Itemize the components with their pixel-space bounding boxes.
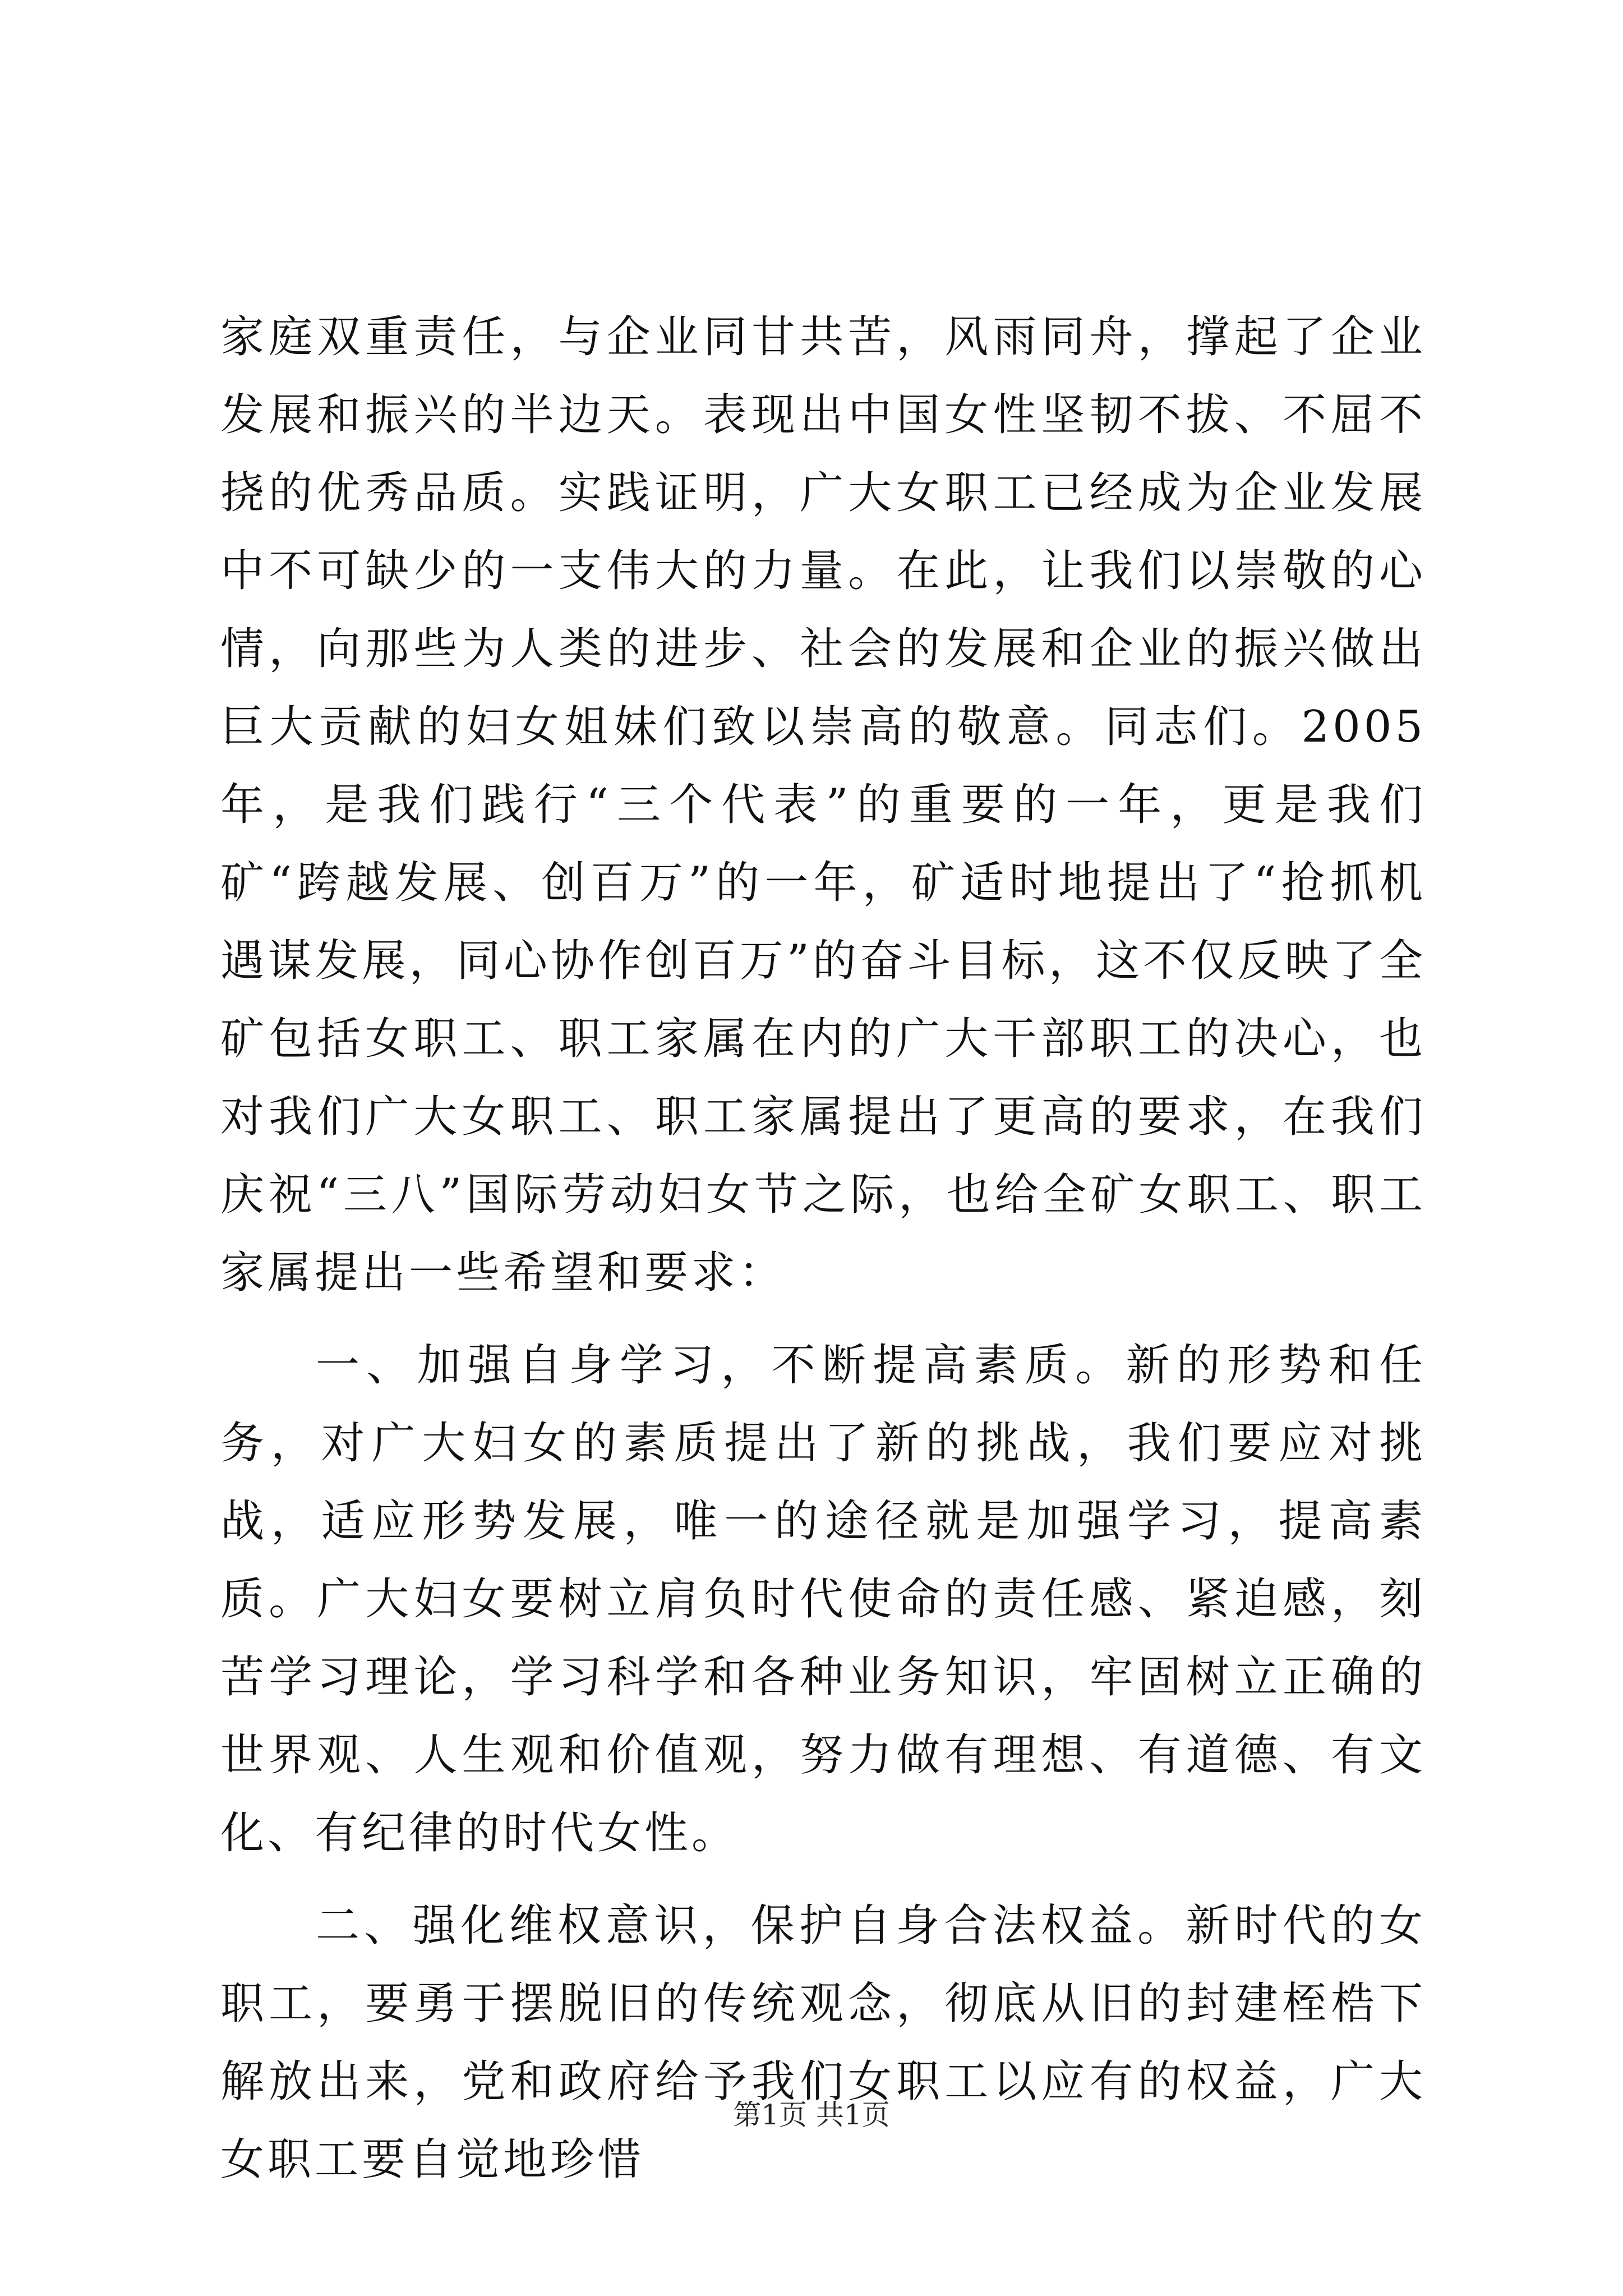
page-footer: 第1页 共1页 bbox=[733, 2099, 890, 2131]
paragraph-point-one: 一、加强自身学习，不断提高素质。新的形势和任务，对广大妇女的素质提出了新的挑战，我们要应对挑战，适应形势发展，唯一的途径就是加强学习，提高素质。广大妇女要树立肩负时代使命的责任感、紧迫感，刻苦学习理论，学习科学和各种业务知识，牢固树立正确的世界观、人生观和价值观，努力做有理想、有道德、有文化、有纪律的时代女性。 bbox=[220, 1340, 1426, 1858]
paragraph-point-two: 二、强化维权意识，保护自身合法权益。新时代的女职工，要勇于摆脱旧的传统观念，彻底从旧的封建桎梏下解放出来，党和政府给予我们女职工以应有的权益，广大女职工要自觉地珍惜 bbox=[220, 1901, 1426, 2185]
document-body bbox=[220, 298, 1426, 2199]
paragraph-intro: 家庭双重责任，与企业同甘共苦，风雨同舟，撑起了企业发展和振兴的半边天。表现出中国女性坚韧不拔、不屈不挠的优秀品质。实践证明，广大女职工已经成为企业发展中不可缺少的一支伟大的力量。在此，让我们以崇敬的心情，向那些为人类的进步、社会的发展和企业的振兴做出巨大贡献的妇女姐妹们致以崇高的敬意。同志们。2005年，是我们践行“三个代表”的重要的一年，更是我们矿“跨越发展、创百万”的一年，矿适时地提出了“抢抓机遇谋发展，同心协作创百万”的奋斗目标，这不仅反映了全矿包括女职工、职工家属在内的广大干部职工的决心，也对我们广大女职工、职工家属提出了更高的要求，在我们庆祝“三八”国际劳动妇女节之际，也给全矿女职工、职工家属提出一些希望和要求： bbox=[220, 312, 1426, 1298]
